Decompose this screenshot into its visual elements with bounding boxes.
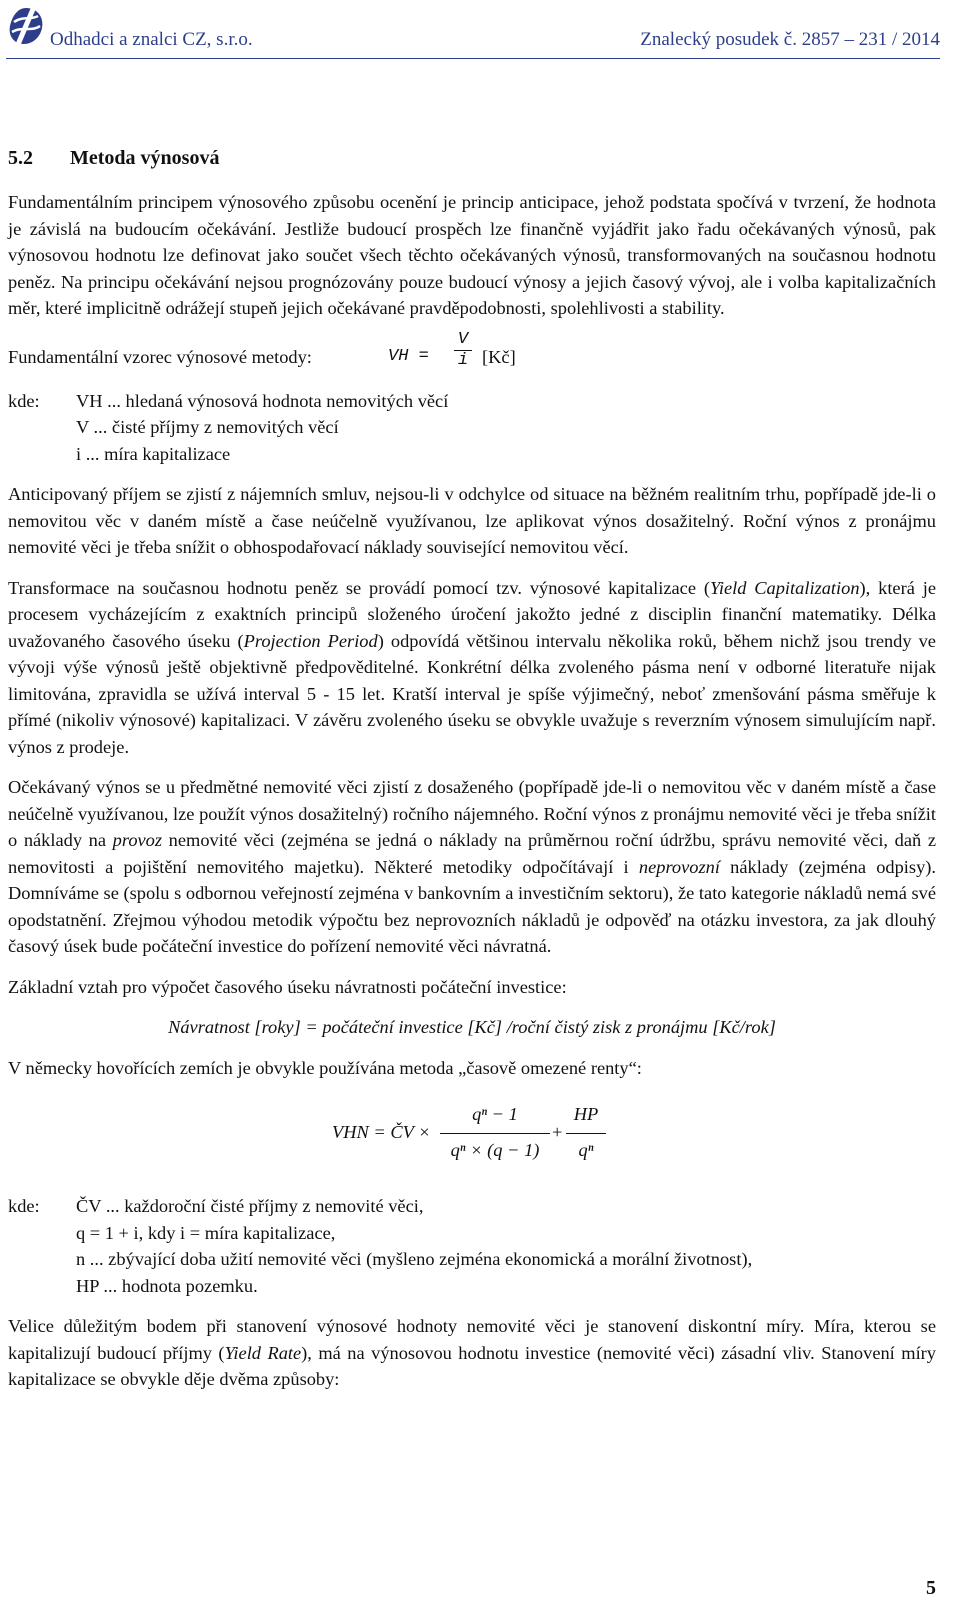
company-name: Odhadci a znalci CZ, s.r.o.: [50, 29, 253, 50]
renty-lhs: VHN = ČV ×: [332, 1122, 431, 1142]
definition-item: q = 1 + i, kdy i = míra kapitalizace,: [76, 1222, 336, 1243]
company-logo-icon: [6, 2, 46, 54]
paragraph-2: Anticipovaný příjem se zjistí z nájemních smluv, nejsou-li v odchylce od situace na běžném realitním trhu, popřípadě jde-li o nemovitou věc v daném místě a čase neúčelně využívanou, lze aplikovat výnos dosažitelný. Roční výnos z pronájmu nemovité věci je třeba snížit o obhospodařovací náklady související nemovitou věcí.: [8, 484, 936, 557]
fundamental-formula: [8, 329, 936, 380]
kde-label: kde:: [8, 1196, 40, 1216]
renty-fraction-bar: [440, 1133, 550, 1134]
definition-item: ČV ... každoroční čisté příjmy z nemovité věci,: [76, 1196, 424, 1216]
renty-plus: +: [552, 1122, 563, 1142]
definitions-1: [8, 388, 936, 468]
formula-lhs: VH =: [388, 346, 429, 366]
paragraph-5: Základní vztah pro výpočet časového úseku návratnosti počáteční investice:: [8, 976, 567, 997]
renty-formula: [8, 1095, 936, 1179]
renty-denominator-2: qⁿ: [578, 1140, 594, 1160]
definitions-2: [8, 1193, 936, 1299]
formula-denominator: i: [457, 350, 469, 370]
page-number: 5: [926, 1577, 936, 1599]
formula-unit: [Kč]: [482, 346, 516, 367]
formula-fraction: [454, 330, 472, 371]
document-number: Znalecký posudek č. 2857 – 231 / 2014: [640, 29, 940, 50]
kde-label: kde:: [8, 390, 40, 411]
formula-numerator: V: [457, 329, 469, 349]
definition-item: i ... míra kapitalizace: [76, 443, 231, 464]
section-number: 5.2: [8, 147, 33, 169]
renty-fraction-bar-2: [566, 1133, 606, 1134]
section-title: Metoda výnosová: [70, 147, 220, 169]
header-divider: [6, 58, 940, 59]
paragraph-3: Transformace na současnou hodnotu peněz se provádí pomocí tzv. výnosové kapitalizace (Yield Capitalization), která je procesem vycházejícím z exaktních principů složeného úročení jakožto jedné z disciplin finanční matematiky. Délka uvažovaného časového úseku (Projection Period) odpovídá většinou intervalu několika roků, během nichž jsou trendy ve vývoji výše výnosů ještě objektivně předpověditelné. Konkrétní délka zvoleného pásma není v odborné literatuře nijak limitována, zpravidla se užívá interval 5 - 15 let. Kratší interval je spíše výjimečný, neboť zmenšování pásma směřuje k přímé (nikoliv výnosové) kapitalizaci. V závěru zvoleného úseku se obvykle uvažuje s reverzním výnosem simulujícím např. výnos z prodeje.: [8, 577, 937, 757]
paragraph-1: Fundamentálním principem výnosového způsobu ocenění je princip anticipace, jehož podstata spočívá v tvrzení, že hodnota je závislá na budoucím očekávání. Jestliže budoucí prospěch lze finančně vyjádřit jako řadu očekávaných výnosů, pak výnosovou hodnotu lze definovat jako součet všech těchto očekávaných výnosů, transformovaných na současnou hodnotu peněz. Na principu očekávání nejsou prognózovány pouze budoucí výnosy a jejich časový vývoj, ale i volba kapitalizačních měr, které implicitně odrážejí stupeň jejich očekávané pravděpodobnosti, spolehlivosti a stability.: [8, 192, 936, 318]
paragraph-4: Očekávaný výnos se u předmětné nemovité věci zjistí z dosaženého (popřípadě jde-li o nemovitou věc v daném místě a čase neúčelně využívanou, lze použít výnos dosažitelný) ročního nájemného. Roční výnos z pronájmu nemovité věci je třeba snížit o náklady na provoz nemovité věci (zejména se jedná o náklady na průměrnou roční údržbu, správu nemovité věci, daň z nemovitosti a pojištění nemovitého majetku). Některé metodiky odpočítávají i neprovozní náklady (zejména odpisy). Domníváme se (spolu s odbornou veřejností zejména v bankovním a investičním sektoru), že tato kategorie nákladů nemá své opodstatnění. Zřejmou výhodou metodik výpočtu bez neprovozních nákladů je odpověď na otázku investora, za jak dlouhý časový úsek bude počáteční investice do pořízení nemovité věci návratná.: [8, 777, 937, 956]
definition-item: VH ... hledaná výnosová hodnota nemovitých věcí: [76, 390, 449, 411]
paragraph-6: V německy hovořících zemích je obvykle používána metoda „časově omezené renty“:: [8, 1057, 642, 1078]
page-content: [8, 145, 936, 1407]
definition-item: n ... zbývající doba užití nemovité věci (myšleno zejména ekonomická a morální životnost),: [76, 1249, 753, 1269]
section-heading: [8, 145, 936, 173]
renty-denominator: qⁿ × (q − 1): [450, 1140, 540, 1160]
definition-item: HP ... hodnota pozemku.: [76, 1275, 258, 1296]
renty-numerator-2: HP: [573, 1104, 599, 1124]
renty-numerator: qⁿ − 1: [472, 1104, 518, 1124]
definition-item: V ... čisté příjmy z nemovitých věcí: [76, 417, 339, 437]
formula-label: Fundamentální vzorec výnosové metody:: [8, 346, 312, 367]
page-header: [0, 0, 960, 62]
payback-formula: Návratnost [roky] = počáteční investice [Kč] /roční čistý zisk z pronájmu [Kč/rok]: [168, 1017, 776, 1037]
paragraph-7: Velice důležitým bodem při stanovení výnosové hodnoty nemovité věci je stanovení diskontní míry. Míra, kterou se kapitalizují budoucí příjmy (Yield Rate), má na výnosovou hodnotu investice (nemovité věci) zásadní vliv. Stanovení míry kapitalizace se obvykle děje dvěma způsoby:: [8, 1316, 936, 1389]
